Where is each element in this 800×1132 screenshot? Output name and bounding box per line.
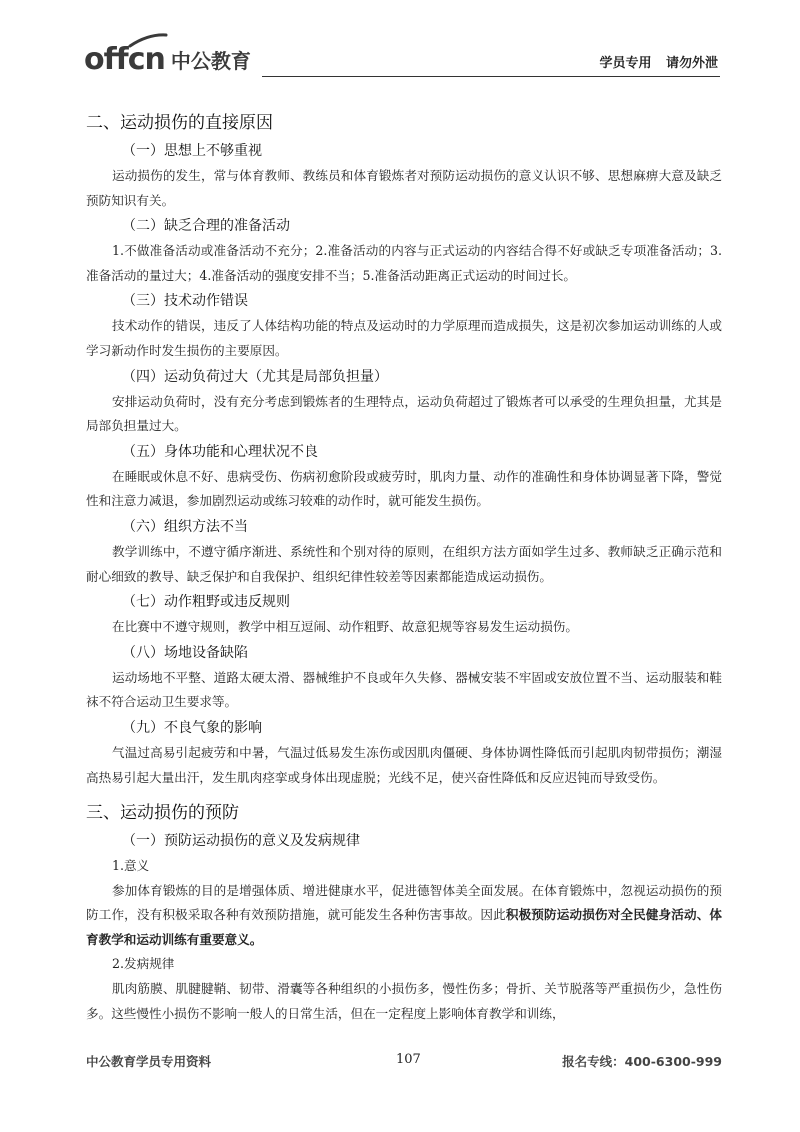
meaning-paragraph bbox=[86, 879, 722, 953]
footer-hotline: 报名专线：400-6300-999 bbox=[562, 1054, 722, 1069]
subheading: （九）不良气象的影响 bbox=[122, 719, 262, 736]
header-rule bbox=[262, 76, 720, 77]
page-header bbox=[84, 38, 720, 82]
footer-source: 中公教育学员专用资料 bbox=[86, 1054, 212, 1069]
subheading: （三）技术动作错误 bbox=[122, 293, 248, 310]
paragraph: 安排运动负荷时，没有充分考虑到锻炼者的生理特点，运动负荷超过了锻炼者可以承受的生理负担量，尤其是局部负担量过大。 bbox=[86, 393, 722, 434]
law-paragraph: 肌肉筋膜、肌腱腱鞘、韧带、滑囊等各种组织的小损伤多，慢性伤多；骨折、关节脱落等严重损伤少，急性伤多。这些慢性小损伤不影响一般人的日常生活，但在一定程度上影响体育教学和训练， bbox=[86, 981, 722, 1021]
meaning-text: 参加体育锻炼的目的是增强体质、增进健康水平，促进德智体美全面发展。在体育锻炼中，忽视运动损伤的预防工作，没有积极采取各种有效预防措施，就可能发生各种伤害事故。因此 bbox=[86, 882, 722, 923]
paragraph: 气温过高易引起疲劳和中暑，气温过低易发生冻伤或因肌肉僵硬、身体协调性降低而引起肌肉韧带损伤；潮湿高热易引起大量出汗，发生肌肉痉挛或身体出现虚脱；光线不足，使兴奋性降低和反应迟钝而导致受伤。 bbox=[86, 744, 722, 785]
subheading: （六）组织方法不当 bbox=[122, 518, 248, 535]
paragraph: 在睡眠或休息不好、患病受伤、伤病初愈阶段或疲劳时，肌肉力量、动作的准确性和身体协调显著下降，警觉性和注意力减退，参加剧烈运动或练习较难的动作时，就可能发生损伤。 bbox=[86, 468, 722, 509]
subheading: （二）缺乏合理的准备活动 bbox=[122, 218, 290, 235]
law-label: 2.发病规律 bbox=[112, 956, 175, 972]
logo-swoosh-icon bbox=[128, 32, 168, 48]
paragraph: 运动场地不平整、道路太硬太滑、器械维护不良或年久失修、器械安装不牢固或安放位置不当、运动服装和鞋袜不符合运动卫生要求等。 bbox=[86, 669, 722, 710]
meaning-bold-text: 积极预防运动损伤对全民健身活动、体育教学和运动训练有重要意义。 bbox=[86, 907, 723, 947]
subheading: （一）思想上不够重视 bbox=[122, 143, 262, 159]
paragraph: 技术动作的错误，违反了人体结构功能的特点及运动时的力学原理而造成损失，这是初次参加运动训练的人或学习新动作时发生损伤的主要原因。 bbox=[86, 318, 722, 358]
subheading: （七）动作粗野或违反规则 bbox=[122, 594, 290, 611]
page-footer bbox=[86, 1052, 722, 1074]
page-number: 107 bbox=[396, 1052, 421, 1067]
subheading: （五）身体功能和心理状况不良 bbox=[122, 443, 318, 460]
logo-chinese-name: 中公教育 bbox=[170, 49, 251, 73]
page-content bbox=[86, 104, 722, 1026]
paragraph: 1.不做准备活动或准备活动不充分；2.准备活动的内容与正式运动的内容结合得不好或缺乏专项准备活动；3.准备活动的量过大；4.准备活动的强度安排不当；5.准备活动距离正式运动的时间过长。 bbox=[86, 243, 722, 283]
logo-wordmark: offcn bbox=[84, 42, 165, 77]
paragraph: 教学训练中，不遵守循序渐进、系统性和个别对待的原则，在组织方法方面如学生过多、教师缺乏正确示范和耐心细致的教导、缺乏保护和自我保护、组织纪律性较差等因素都能造成运动损伤。 bbox=[86, 543, 722, 584]
meaning-label: 1.意义 bbox=[112, 858, 150, 874]
paragraph: 运动损伤的发生，常与体育教师、教练员和体育锻炼者对预防运动损伤的意义认识不够、思想麻痹大意及缺乏预防知识有关。 bbox=[86, 168, 722, 208]
header-notice: 学员专用 请勿外泄 bbox=[599, 56, 718, 71]
subheading: （八）场地设备缺陷 bbox=[122, 644, 248, 661]
section-title-causes: 二、运动损伤的直接原因 bbox=[86, 113, 273, 133]
offcn-logo bbox=[84, 38, 251, 78]
section-title-prevention: 三、运动损伤的预防 bbox=[86, 803, 239, 824]
subheading: （一）预防运动损伤的意义及发病规律 bbox=[122, 833, 360, 850]
subheading: （四）运动负荷过大（尤其是局部负担量） bbox=[122, 368, 388, 385]
paragraph: 在比赛中不遵守规则，教学中相互逗闹、动作粗野、故意犯规等容易发生运动损伤。 bbox=[112, 619, 578, 635]
